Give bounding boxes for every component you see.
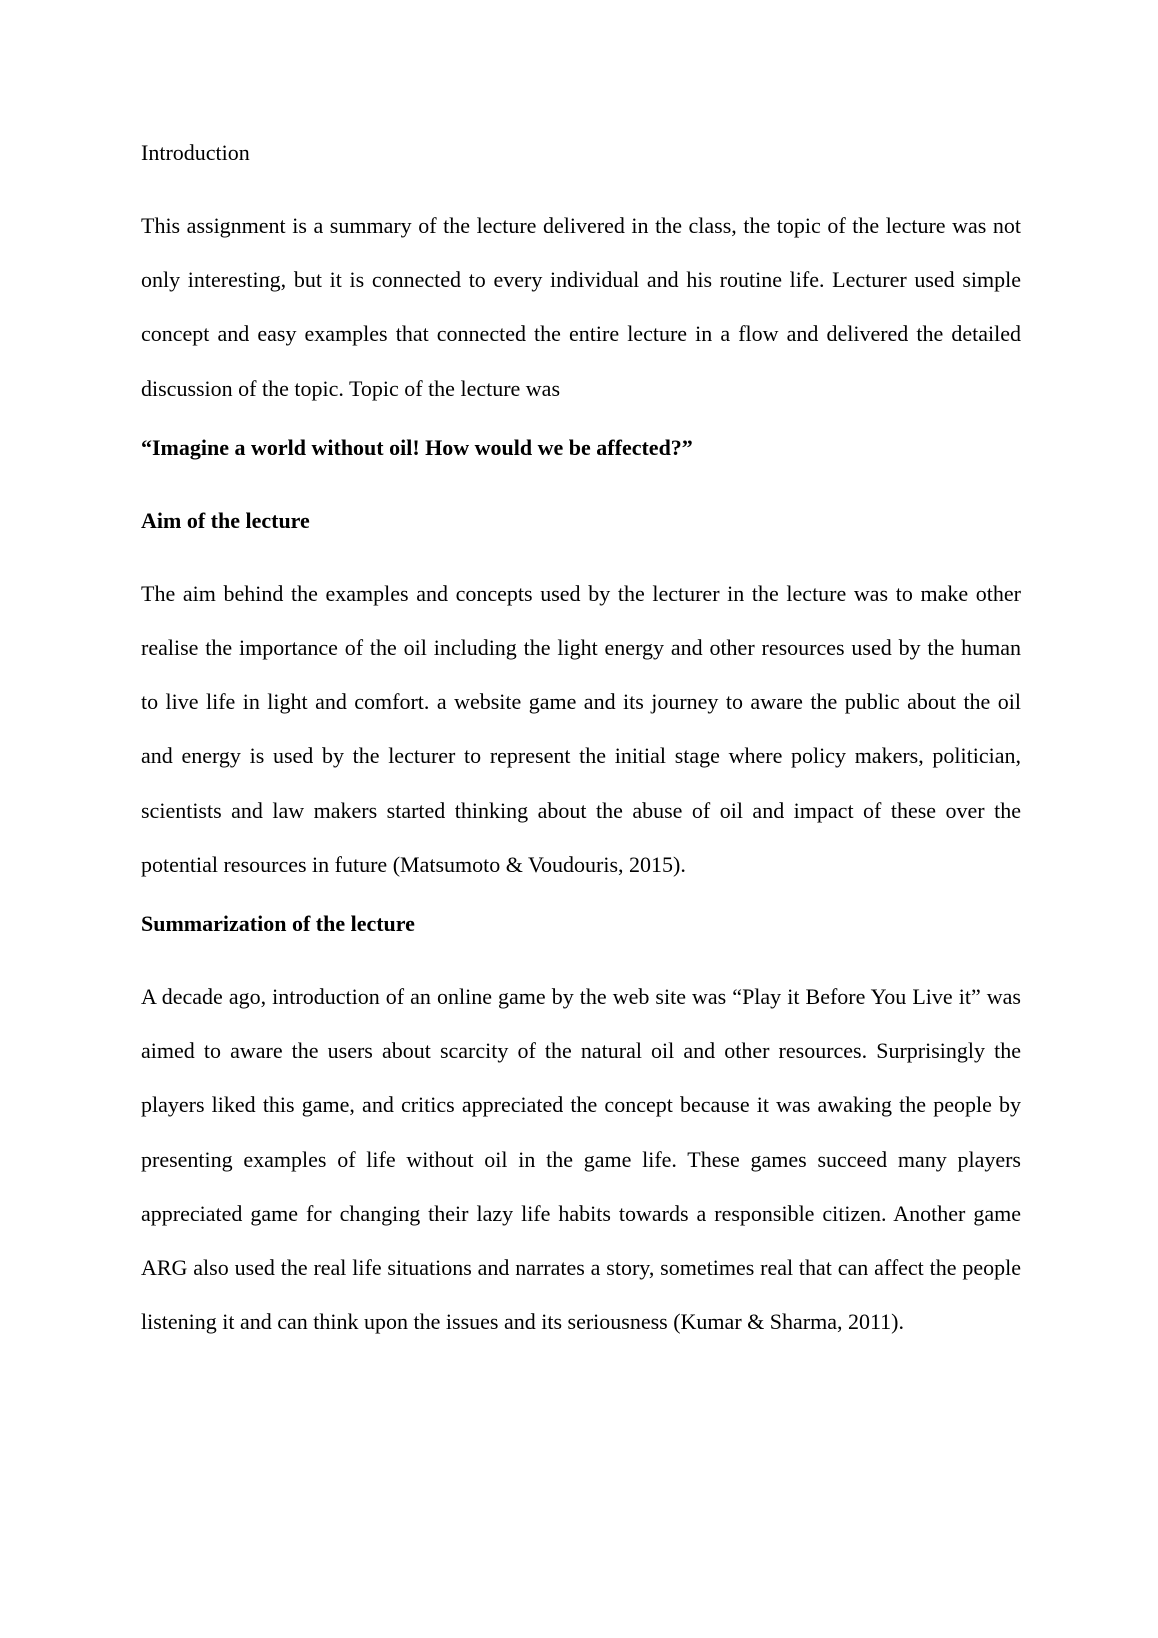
lecture-topic-quote: “Imagine a world without oil! How would we be affected?”: [141, 434, 693, 460]
summary-paragraph: A decade ago, introduction of an online game by the web site was “Play it Before You Live it” was aimed to aware the users about scarcity of the natural oil and other resources. Surprisingly the players liked this game, and critics appreciated the concept because it was awaking the people by presenting examples of life without oil in the game life. These games succeed many players appreciated game for changing their lazy life habits towards a responsible citizen. Another game ARG also used the real life situations and narrates a story, sometimes real that can affect the people listening it and can think upon the issues and its seriousness (Kumar & Sharma, 2011).: [141, 984, 1021, 1335]
document-page: [141, 138, 1021, 1366]
aim-heading: Aim of the lecture: [141, 507, 310, 533]
summary-heading: Summarization of the lecture: [141, 911, 415, 937]
introduction-paragraph: This assignment is a summary of the lecture delivered in the class, the topic of the lecture was not only interesting, but it is connected to every individual and his routine life. Lecturer used simple concept and easy examples that connected the entire lecture in a flow and delivered the detailed discussion of the topic. Topic of the lecture was: [141, 213, 1021, 401]
introduction-heading: Introduction: [141, 140, 250, 165]
aim-paragraph: The aim behind the examples and concepts used by the lecturer in the lecture was to make other realise the importance of the oil including the light energy and other resources used by the human to live life in light and comfort. a website game and its journey to aware the public about the oil and energy is used by the lecturer to represent the initial stage where policy makers, politician, scientists and law makers started thinking about the abuse of oil and impact of these over the potential resources in future (Matsumoto & Voudouris, 2015).: [141, 580, 1021, 877]
